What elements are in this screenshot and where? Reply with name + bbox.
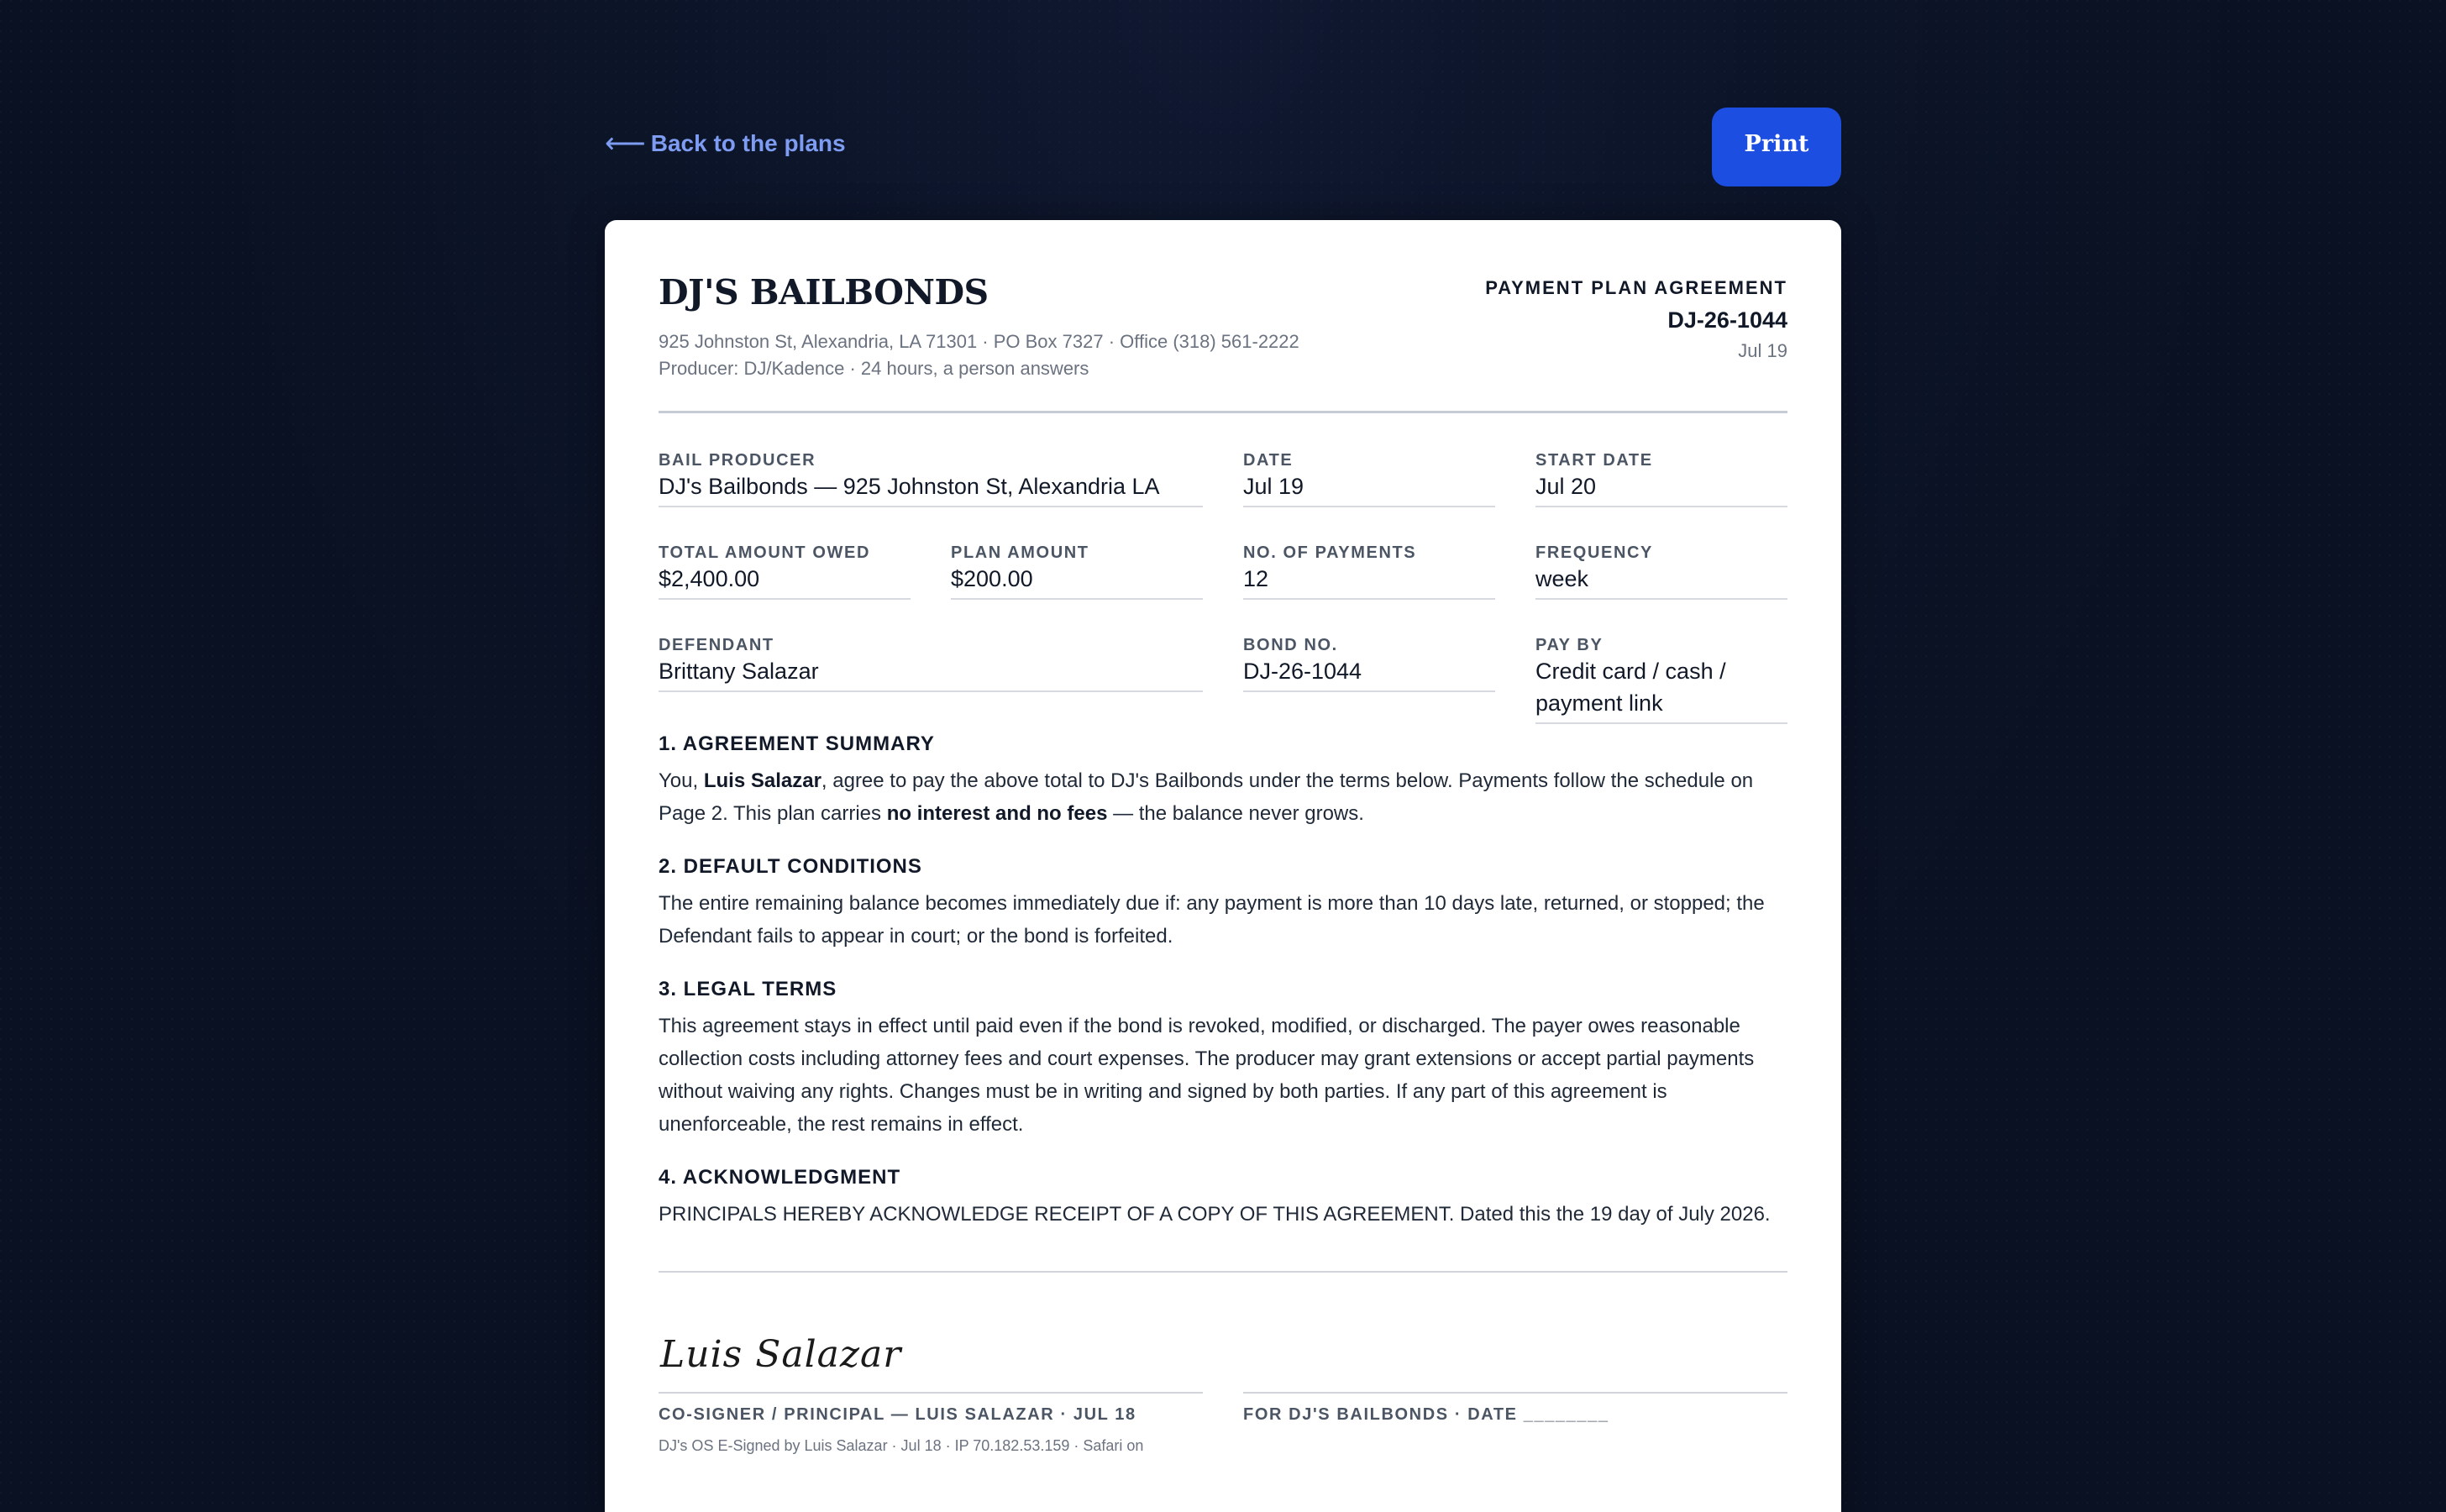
field-label: DATE (1243, 451, 1294, 470)
producer-signature-line (1243, 1392, 1787, 1394)
field-defendant (659, 635, 1203, 692)
document-type: PAYMENT PLAN AGREEMENT (1485, 277, 1787, 298)
field-label: FREQUENCY (1535, 543, 1653, 563)
cosigner-label: CO-SIGNER / PRINCIPAL — LUIS SALAZAR · JUL 18 (659, 1405, 1136, 1425)
top-bar (605, 108, 1841, 186)
back-arrow-icon: ⟵ (605, 128, 646, 160)
field-value: DJ's Bailbonds — 925 Johnston St, Alexandria LA (659, 474, 1160, 500)
document-number: DJ-26-1044 (1667, 307, 1787, 333)
esign-metadata: DJ's OS E-Signed by Luis Salazar · Jul 18 · IP 70.182.53.159 · Safari on (659, 1437, 1144, 1455)
section-heading: 1. AGREEMENT SUMMARY (659, 732, 935, 756)
field-value: 12 (1243, 566, 1269, 592)
section-agreement-summary (659, 732, 1787, 830)
document-date: Jul 19 (1738, 340, 1787, 361)
payer-name: Luis Salazar (703, 769, 821, 793)
cosigner-signature-line (659, 1392, 1203, 1394)
section-legal-terms (659, 978, 1787, 1141)
field-label: BAIL PRODUCER (659, 451, 816, 470)
field-label: DEFENDANT (659, 636, 774, 655)
text-run: — the balance never grows. (1107, 802, 1364, 826)
field-label: NO. OF PAYMENTS (1243, 543, 1417, 563)
section-acknowledgment (659, 1166, 1787, 1231)
field-bail-producer (659, 450, 1203, 507)
producer-line: Producer: DJ/Kadence · 24 hours, a person answers (659, 358, 1089, 380)
field-frequency (1535, 543, 1787, 600)
company-name: DJ'S BAILBONDS (659, 272, 989, 312)
agreement-document (605, 220, 1841, 1512)
section-heading: 4. ACKNOWLEDGMENT (659, 1166, 901, 1189)
document-id-block (1485, 274, 1787, 362)
field-label: TOTAL AMOUNT OWED (659, 543, 870, 563)
field-value: Credit card / cash / payment link (1535, 659, 1726, 717)
section-body: This agreement stays in effect until paid even if the bond is revoked, modified, or discharged. The payer owes reasonable collection costs including attorney fees and court expenses. The producer may grant extensions or accept partial payments without waiving any rights. Changes must be in writing and signed by both parties. If any part of this agreement is unenforceable, the rest remains in effect. (659, 1015, 1755, 1137)
section-body: The entire remaining balance becomes immediately due if: any payment is more than 10 days late, returned, or stopped; the Defendant fails to appear in court; or the bond is forfeited. (659, 892, 1765, 948)
field-value: $2,400.00 (659, 566, 760, 592)
back-to-plans-link[interactable] (605, 129, 846, 158)
plan-fields (659, 413, 1787, 732)
field-label: PAY BY (1535, 636, 1604, 655)
no-fees-emphasis: no interest and no fees (886, 802, 1108, 826)
field-date (1243, 450, 1495, 507)
field-value: DJ-26-1044 (1243, 659, 1362, 685)
field-label: BOND NO. (1243, 636, 1338, 655)
section-body: PRINCIPALS HEREBY ACKNOWLEDGE RECEIPT OF A COPY OF THIS AGREEMENT. Dated this the 19 day of July 2026. (659, 1203, 1771, 1226)
field-value: Jul 20 (1535, 474, 1597, 500)
field-start-date (1535, 450, 1787, 507)
field-value: Jul 19 (1243, 474, 1304, 500)
text-run: You, (659, 769, 704, 793)
field-plan-amount (951, 543, 1203, 600)
section-heading: 3. LEGAL TERMS (659, 978, 837, 1001)
field-label: START DATE (1535, 451, 1653, 470)
field-total-owed (659, 543, 911, 600)
print-button[interactable]: Print (1712, 108, 1841, 186)
text-run: , agree to pay the above total to DJ's Bailbonds under the terms below. Payments follow the schedule on Page 2. This plan carries (659, 769, 1754, 826)
section-heading: 2. DEFAULT CONDITIONS (659, 855, 922, 879)
cosigner-signature: Luis Salazar (660, 1333, 902, 1377)
field-bond-no (1243, 635, 1495, 692)
back-link-label: Back to the plans (650, 130, 846, 156)
field-num-payments (1243, 543, 1495, 600)
field-value: Brittany Salazar (659, 659, 819, 685)
signature-block (659, 1273, 1787, 1455)
field-pay-by (1535, 635, 1787, 724)
document-header (659, 274, 1787, 382)
document-body (659, 272, 1787, 1455)
field-label: PLAN AMOUNT (951, 543, 1089, 563)
field-value: $200.00 (951, 566, 1033, 592)
company-address: 925 Johnston St, Alexandria, LA 71301 · PO Box 7327 · Office (318) 561-2222 (659, 331, 1299, 353)
producer-signature-label: FOR DJ'S BAILBONDS · DATE ________ (1243, 1405, 1609, 1425)
field-value: week (1535, 566, 1589, 592)
section-body (659, 764, 1787, 830)
section-default-conditions (659, 855, 1787, 953)
